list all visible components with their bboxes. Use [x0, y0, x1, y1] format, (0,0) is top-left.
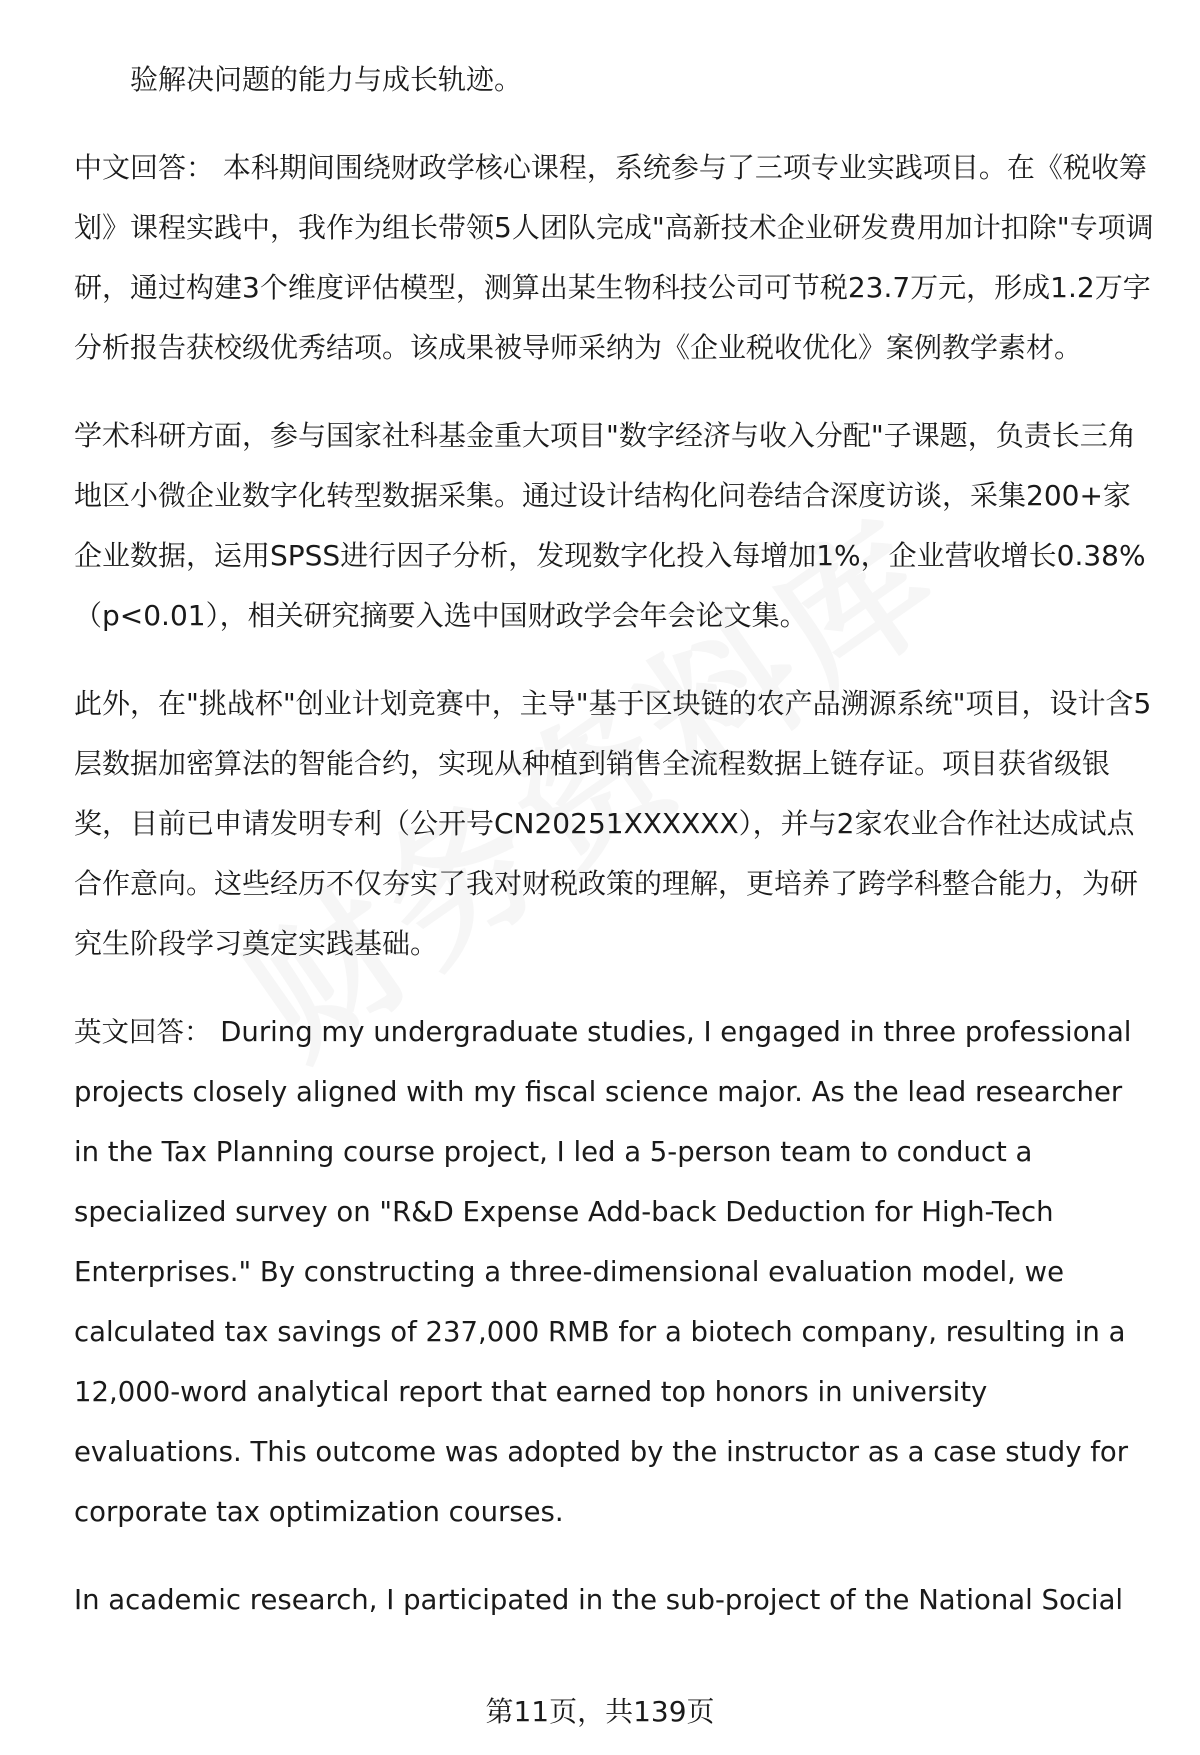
- paragraph-chinese-answer: 中文回答： 本科期间围绕财政学核心课程，系统参与了三项专业实践项目。在《税收筹划》课程实践中，我作为组长带领5人团队完成"高新技术企业研发费用加计扣除"专项调研，通过构建3个维度评估模型，测算出某生物科技公司可节税23.7万元，形成1.2万字分析报告获校级优秀结项。该成果被导师采纳为《企业税收优化》案例教学素材。: [74, 151, 1154, 364]
- paragraph-academic-research-en: In academic research, I participated in the sub-project of the National Social: [74, 1584, 1124, 1616]
- paragraph-continuation: 验解决问题的能力与成长轨迹。: [130, 63, 523, 96]
- paragraph-english-answer: 英文回答： During my undergraduate studies, I engaged in three professional projects closely aligned with my fiscal science major. As the lead researcher in the Tax Planning course project, I led a 5-person team to conduct a specialized survey on "R&D Expense Add-back Deduction for High-Tech Enterprises." By constructing a three-dimensional evaluation model, we calculated tax savings of 237,000 RMB for a biotech company, resulting in a 12,000-word analytical report that earned top honors in university evaluations. This outcome was adopted by the instructor as a case study for corporate tax optimization courses.: [74, 1016, 1141, 1528]
- page-number-footer: 第11页，共139页: [485, 1695, 715, 1728]
- document-body: [74, 50, 1154, 1630]
- paragraph-challenge-cup-cn: 此外，在"挑战杯"创业计划竞赛中，主导"基于区块链的农产品溯源系统"项目，设计含5层数据加密算法的智能合约，实现从种植到销售全流程数据上链存证。项目获省级银奖，目前已申请发明专利（公开号CN20251XXXXXX），并与2家农业合作社达成试点合作意向。这些经历不仅夯实了我对财税政策的理解，更培养了跨学科整合能力，为研究生阶段学习奠定实践基础。: [74, 687, 1152, 960]
- paragraph-academic-research-cn: 学术科研方面，参与国家社科基金重大项目"数字经济与收入分配"子课题，负责长三角地区小微企业数字化转型数据采集。通过设计结构化问卷结合深度访谈，采集200+家企业数据，运用SPSS进行因子分析，发现数字化投入每增加1%，企业营收增长0.38%（p<0.01），相关研究摘要入选中国财政学会年会论文集。: [74, 419, 1146, 632]
